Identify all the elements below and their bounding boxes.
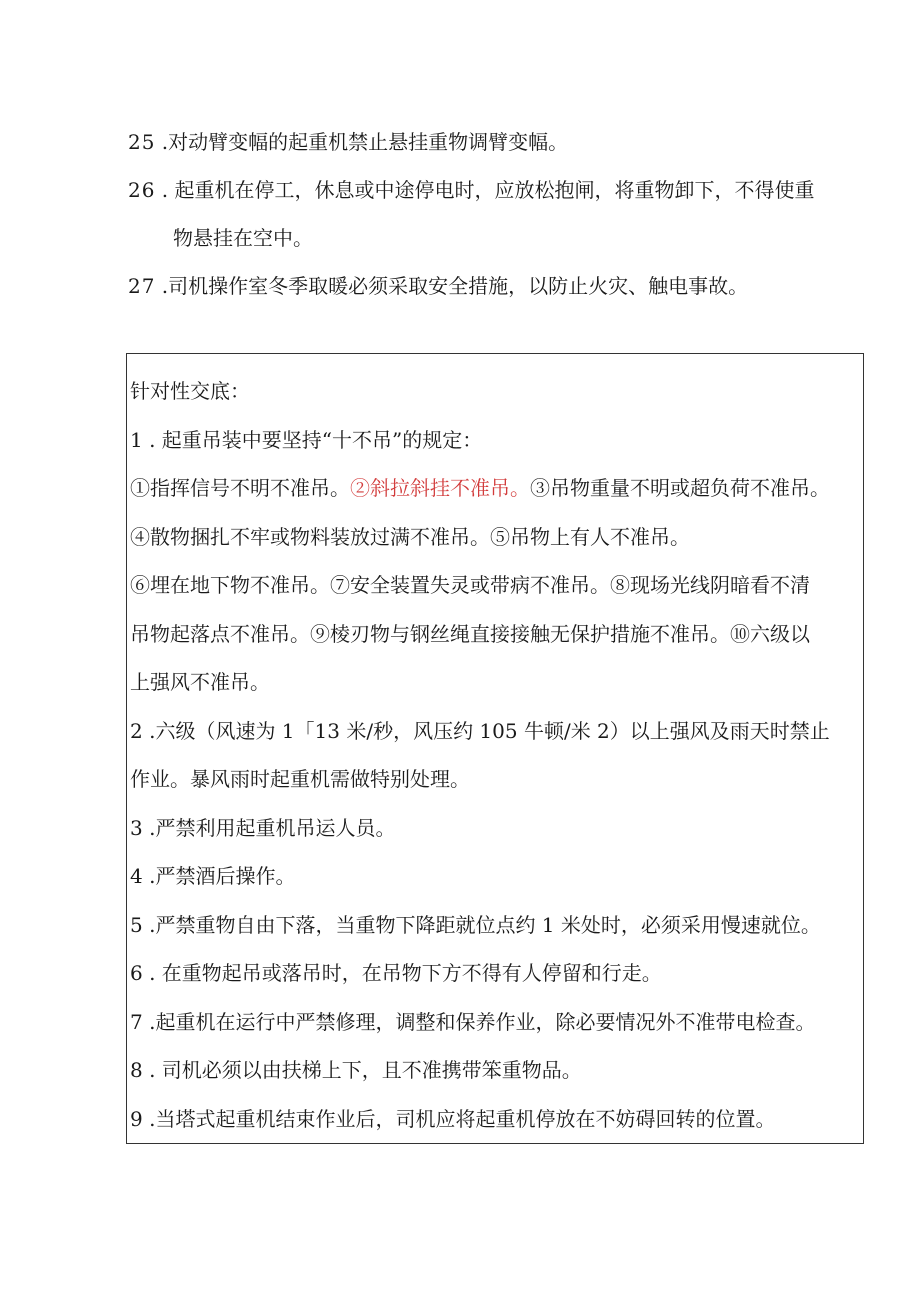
briefing-item-2-continued: 作业。暴风雨时起重机需做特别处理。 (130, 767, 470, 791)
rule-text: .司机操作室冬季取暖必须采取安全措施，以防止火灾、触电事故。 (155, 274, 749, 298)
rule-number: 26 (128, 178, 156, 202)
rule-overload: ③吊物重量不明或超负荷不准吊。 (530, 476, 830, 500)
ten-rules-line-3: ⑥埋在地下物不准吊。⑦安全装置失灵或带病不准吊。⑧现场光线阴暗看不清 (130, 573, 810, 597)
briefing-item-6: 6 . 在重物起吊或落吊时，在吊物下方不得有人停留和行走。 (130, 961, 662, 985)
briefing-item-7: 7 .起重机在运行中严禁修理，调整和保养作业，除必要情况外不准带电检查。 (130, 1009, 816, 1034)
rule-number: 25 (128, 130, 156, 154)
ten-rules-line-5: 上强风不准吊。 (130, 670, 270, 694)
ten-rules-line-4: 吊物起落点不准吊。⑨棱刃物与钢丝绳直接接触无保护措施不准吊。⑩六级以 (130, 621, 810, 646)
briefing-item-5: 5 .严禁重物自由下落，当重物下降距就位点约 1 米处时，必须采用慢速就位。 (130, 912, 821, 937)
safety-rules-list (128, 118, 878, 310)
briefing-item-2: 2 .六级（风速为 1「13 米/秒，风压约 105 牛顿/米 2）以上强风及雨天时禁止 (130, 718, 830, 743)
targeted-briefing-box (126, 353, 864, 1144)
rule-item-27 (128, 262, 878, 310)
ten-rules-line-2: ④散物捆扎不牢或物料装放过满不准吊。⑤吊物上有人不准吊。 (130, 524, 690, 549)
rule-text: 物悬挂在空中。 (173, 226, 313, 250)
rule-signal: ①指挥信号不明不准吊。 (130, 476, 350, 500)
ten-rules-line-1 (130, 464, 860, 513)
rule-item-25 (128, 118, 878, 166)
briefing-item-3: 3 .严禁利用起重机吊运人员。 (130, 815, 396, 840)
briefing-item-9: 9 .当塔式起重机结束作业后，司机应将起重机停放在不妨碍回转的位置。 (130, 1106, 776, 1131)
briefing-heading: 针对性交底： (130, 379, 250, 403)
rule-text: .对动臂变幅的起重机禁止悬挂重物调臂变幅。 (155, 130, 569, 154)
briefing-item-8: 8 . 司机必须以由扶梯上下，且不准携带笨重物品。 (130, 1058, 582, 1082)
rule-number: 27 (128, 274, 156, 298)
rule-item-26 (128, 166, 878, 214)
briefing-item-4: 4 .严禁酒后操作。 (130, 864, 296, 888)
briefing-item-1: 1 . 起重吊装中要坚持“十不吊”的规定： (130, 427, 483, 452)
briefing-content (130, 367, 860, 1143)
rule-item-26-continued (128, 214, 878, 262)
rule-slant-hang-highlight: ②斜拉斜挂不准吊。 (350, 476, 530, 500)
rule-text: . 起重机在停工，休息或中途停电时，应放松抱闸，将重物卸下，不得使重 (155, 178, 815, 202)
